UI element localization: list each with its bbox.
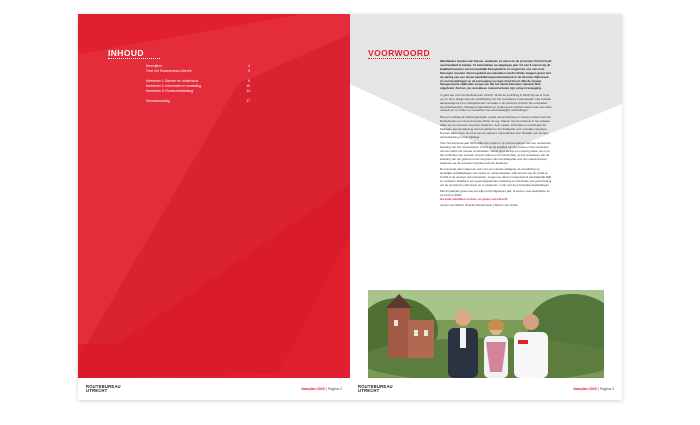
logo-line-1: ROUTEBUREAU xyxy=(86,383,121,389)
logo-line-2: UTRECHT xyxy=(86,388,108,394)
toc-entry-page: 17 xyxy=(246,98,250,103)
toc-title-rule xyxy=(108,58,160,59)
page-number: Pagina 3 xyxy=(599,387,614,391)
foreword-paragraph: In geld van voor het Routebureau Utrecht. Sinds de oprichting in 2013 zijn we er trots op om bij te dragen aan de ontwikkeling van het recreatieve routenetwerk. Het centrale aanspreekpunt voor routegebonden recreatie in de provincie Utrecht. De overheden, terreinbeheerders, belangenorganisaties en ondernemers werken samen aan één sterk netwerk en zo vinden en versterken we ook belangrijke verbindingen. xyxy=(440,92,552,113)
foreword-paragraph: Met een verbeterde basisorganisatie, goede samenwerking en nieuwe routes heeft het Routebureau een succesvol jaar achter de rug. Samen met de partners in het netwerk willen we de recreant nog beter bedienen, door routes, informatie en ervaringen die bijdragen aan de beleving van het gebied en het draagvlak voor recreatie vergroten. Dat kan alleen door de inzet van de partners: wij bedanken hen hartelijk voor de fijne samenwerking en hun bijdrage. xyxy=(440,114,551,139)
toc-entry[interactable] xyxy=(146,99,250,104)
toc-list xyxy=(146,64,250,104)
toc-entry-label: Kernteam 3: Routeontwikkeling xyxy=(146,89,193,94)
toc-page xyxy=(78,14,350,400)
routebureau-logo xyxy=(86,385,121,394)
left-page-info: Jaarplan 2020 | Pagina 2 xyxy=(301,387,342,391)
toc-entry-label: Verantwoording xyxy=(146,98,170,103)
foreword-title: VOORWOORD xyxy=(368,48,431,58)
foreword-title-rule xyxy=(368,58,430,59)
toc-entry-page: 6 xyxy=(248,78,250,83)
document-spread xyxy=(78,14,622,400)
toc-entry-label: Kernteam 2: Informatie en marketing xyxy=(146,84,202,89)
toc-title: INHOUD xyxy=(108,48,144,58)
foreword-paragraph: De komende jaren staan we ook voor een nieuwe uitdaging: de aansluiting op landelijke ontwikkelingen van routes en routenetwerken. Met kennis van de markt en inzicht in de wensen van recreanten, zorgen we dat het routenetwerk aantrekkelijk blijft en verbetert. Daarbij is een goed afgestemde marketing en informatie van groot belang om de recreant te informeren en te inspireren, in lijn met de provinciale doelstellingen. xyxy=(440,167,552,187)
left-footer xyxy=(78,378,350,400)
doc-name: Jaarplan 2020 xyxy=(573,387,597,391)
logo-line-1: ROUTEBUREAU xyxy=(358,383,393,389)
foreword-signature: Jeroen van Waart | Directie Routebureau | Manon van Onder xyxy=(440,203,518,208)
toc-entry-label: Over het Routebureau Utrecht xyxy=(146,69,192,74)
toc-entry-page: 5 xyxy=(248,69,250,74)
page-number: Pagina 2 xyxy=(327,387,342,391)
foreword-lead: Wandelaars houden van fietsen, wandelen en varen en de provincie Utrecht heeft veel kwaliteit te bieden. Ze behandelen we afgelopen jaar 4,5 van 6 sterren bij de kwaliteitsmonitor van het landelijk Fietsplatform en mogen we ons met trots fietsregio noemen. Op het gebied van wandelen werden flinke stappen gezet met de aanleg van een nieuw wandelknooppuntennetwerk in de Kromme Rijnstreek en voorbereidingen op de toevoeging en regio Amersfoort. Met de nieuwe fietsgesmente stijlfouten zorgen we dat het aantal kilometer netwerk flink uitgebreid. Kortom, de recreatieve routestructuren zijn volop in beweging. xyxy=(440,59,552,91)
toc-entry-label: Kerncijfers xyxy=(146,64,163,68)
team-photo xyxy=(368,290,604,378)
toc-entry-label: Kernteam 1: Beheer en onderhoud xyxy=(146,78,199,83)
right-page-info: Jaarplan 2020 | Pagina 3 xyxy=(573,387,614,391)
foreword-closing: Met dit jaarplan geven we een kijk op het afgelopen jaar. Ik wens u veel leesplezier en tot ziens in 2020. xyxy=(440,189,550,198)
foreword-signoff: Ga maar wandelen en fiets, en geniet van Utrecht xyxy=(440,196,508,201)
foreword-paragraph: Voor het komende jaar 2020 willen we verder in op het bevorderen van een verbeterde beleving van het routenetwerk. Focus op de kwaliteit van de routes en het versterken van de markt met nieuwe combinaties. Vanuit onze kennis en ervaring zetten we in op het verbinden van mensen met de natuur en het landschap, op het verbeteren van de beleving van het gebied en het vergroten van het draagvlak voor de routestructuren, waarmee we de recreant nog beter kunnen bedienen. xyxy=(440,141,551,165)
routebureau-logo xyxy=(358,385,393,394)
toc-entry-page: 14 xyxy=(246,89,250,94)
foreword-text xyxy=(440,60,552,211)
logo-line-2: UTRECHT xyxy=(358,388,380,394)
toc-entry-page: 4 xyxy=(248,64,250,68)
foreword-page xyxy=(350,14,622,400)
toc-entry-page: 10 xyxy=(246,84,250,89)
doc-name: Jaarplan 2020 xyxy=(301,387,325,391)
team-photo-illustration xyxy=(368,290,604,378)
right-footer xyxy=(350,378,622,400)
